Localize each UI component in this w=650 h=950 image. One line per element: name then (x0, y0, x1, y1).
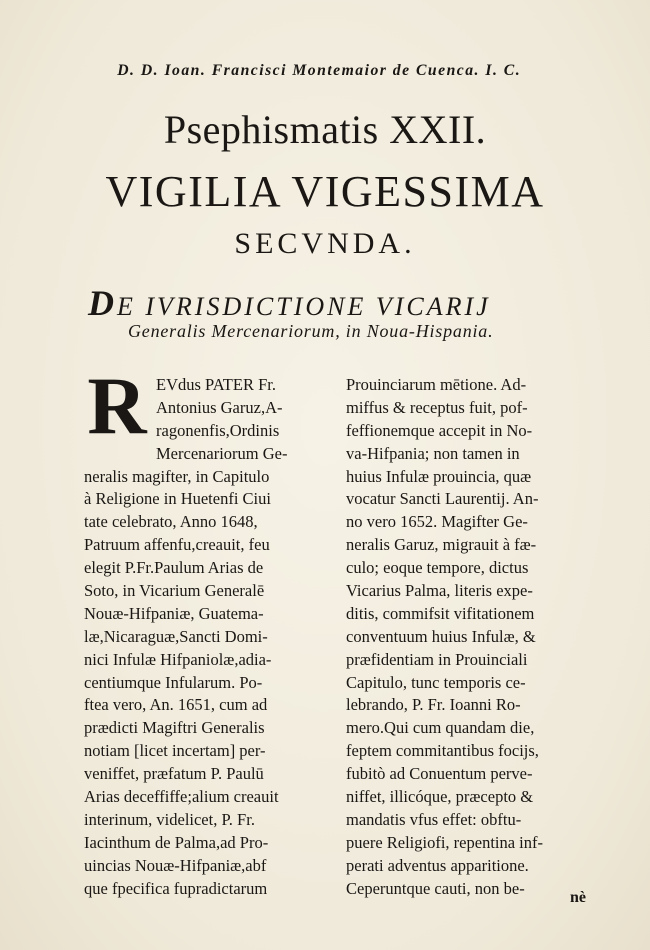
text-line: Patruum affenfu,creauit, feu (84, 535, 270, 555)
text-line: Nouæ-Hifpaniæ, Guatema- (84, 603, 264, 623)
text-line: Antonius Garuz,A- (156, 397, 283, 417)
text-line: interinum, videlicet, P. Fr. (84, 809, 255, 829)
vigilia-title: VIGILIA VIGESSIMA (105, 167, 545, 216)
text-line: à Religione in Huetenfi Ciui (84, 489, 271, 509)
subject-heading (88, 282, 608, 324)
catchword: nè (570, 889, 586, 906)
text-line: præfidentiam in Prouinciali (346, 649, 528, 669)
text-line: perati adventus apparitione. (346, 855, 529, 875)
right-text-column (346, 374, 596, 900)
text-line: puere Religiofi, repentina inf- (346, 832, 544, 852)
subject-subheading: Generalis Mercenariorum, in Noua-Hispania. (128, 321, 494, 341)
text-line: que fpecifica fupradictarum (84, 878, 268, 898)
text-line: elegit P.Fr.Paulum Arias de (84, 558, 264, 578)
subject-initial: D (88, 283, 117, 323)
text-line: tate celebrato, Anno 1648, (84, 512, 258, 532)
text-line: Vicarius Palma, literis expe- (346, 581, 533, 601)
text-line: feptem commitantibus focijs, (346, 741, 539, 761)
text-line: mandatis vfus effet: obftu- (346, 809, 522, 829)
text-line: feffionemque accepit in No- (346, 420, 533, 440)
text-line: no vero 1652. Magifter Ge- (346, 512, 528, 532)
text-line: neralis magifter, in Capitulo (84, 466, 270, 486)
text-line: Arias deceffiffe;alium creauit (84, 787, 279, 807)
text-line: miffus & receptus fuit, pof- (346, 397, 528, 417)
psephismatis-heading: Psephismatis XXII. (163, 107, 487, 152)
text-line: niffet, illicóque, præcepto & (346, 787, 534, 807)
text-line: ragonenfis,Ordinis (156, 420, 280, 440)
left-text-column (84, 374, 334, 900)
text-line: conventuum huius Infulæ, & (346, 626, 536, 646)
text-line: va-Hifpania; non tamen in (346, 443, 520, 463)
running-head: D. D. Ioan. Francisci Montemaior de Cuenca. I. C. (117, 62, 522, 79)
text-line: nici Infulæ Hifpaniolæ,adia- (84, 649, 272, 669)
text-line: Prouinciarum mētione. Ad- (346, 375, 527, 394)
text-line: Iacinthum de Palma,ad Pro- (84, 832, 269, 852)
text-line: læ,Nicaraguæ,Sancti Domi- (84, 626, 268, 646)
text-line: Capitulo, tunc temporis ce- (346, 672, 526, 692)
text-line: Ceperuntque cauti, non be- (346, 878, 525, 898)
text-line: fubitò ad Conuentum perve- (346, 764, 533, 784)
secunda-title: SECVNDA. (234, 227, 416, 260)
text-line: culo; eoque tempore, dictus (346, 558, 529, 578)
text-line: lebrando, P. Fr. Ioanni Ro- (346, 695, 521, 715)
text-line: Mercenariorum Ge- (156, 443, 288, 463)
text-line: notiam [licet incertam] per- (84, 741, 266, 761)
text-line: vocatur Sancti Laurentij. An- (346, 489, 539, 509)
text-line: huius Infulæ prouincia, quæ (346, 466, 532, 486)
text-line: uincias Nouæ-Hifpaniæ,abf (84, 855, 267, 875)
text-line: EVdus PATER Fr. (156, 375, 276, 394)
text-line: neralis Garuz, migrauit à fæ- (346, 535, 537, 555)
text-line: prædicti Magiftri Generalis (84, 718, 265, 738)
text-line: Soto, in Vicarium Generalē (84, 581, 265, 601)
text-line: ditis, commifsit vifitationem (346, 603, 535, 623)
subject-heading-text: E IVRISDICTIONE VICARIJ (117, 292, 491, 321)
text-line: mero.Qui cum quandam die, (346, 718, 535, 738)
text-line: centiumque Infularum. Po- (84, 672, 263, 692)
text-line: veniffet, præfatum P. Paulū (84, 764, 264, 784)
drop-initial: R (87, 360, 147, 451)
text-line: ftea vero, An. 1651, cum ad (84, 695, 268, 715)
